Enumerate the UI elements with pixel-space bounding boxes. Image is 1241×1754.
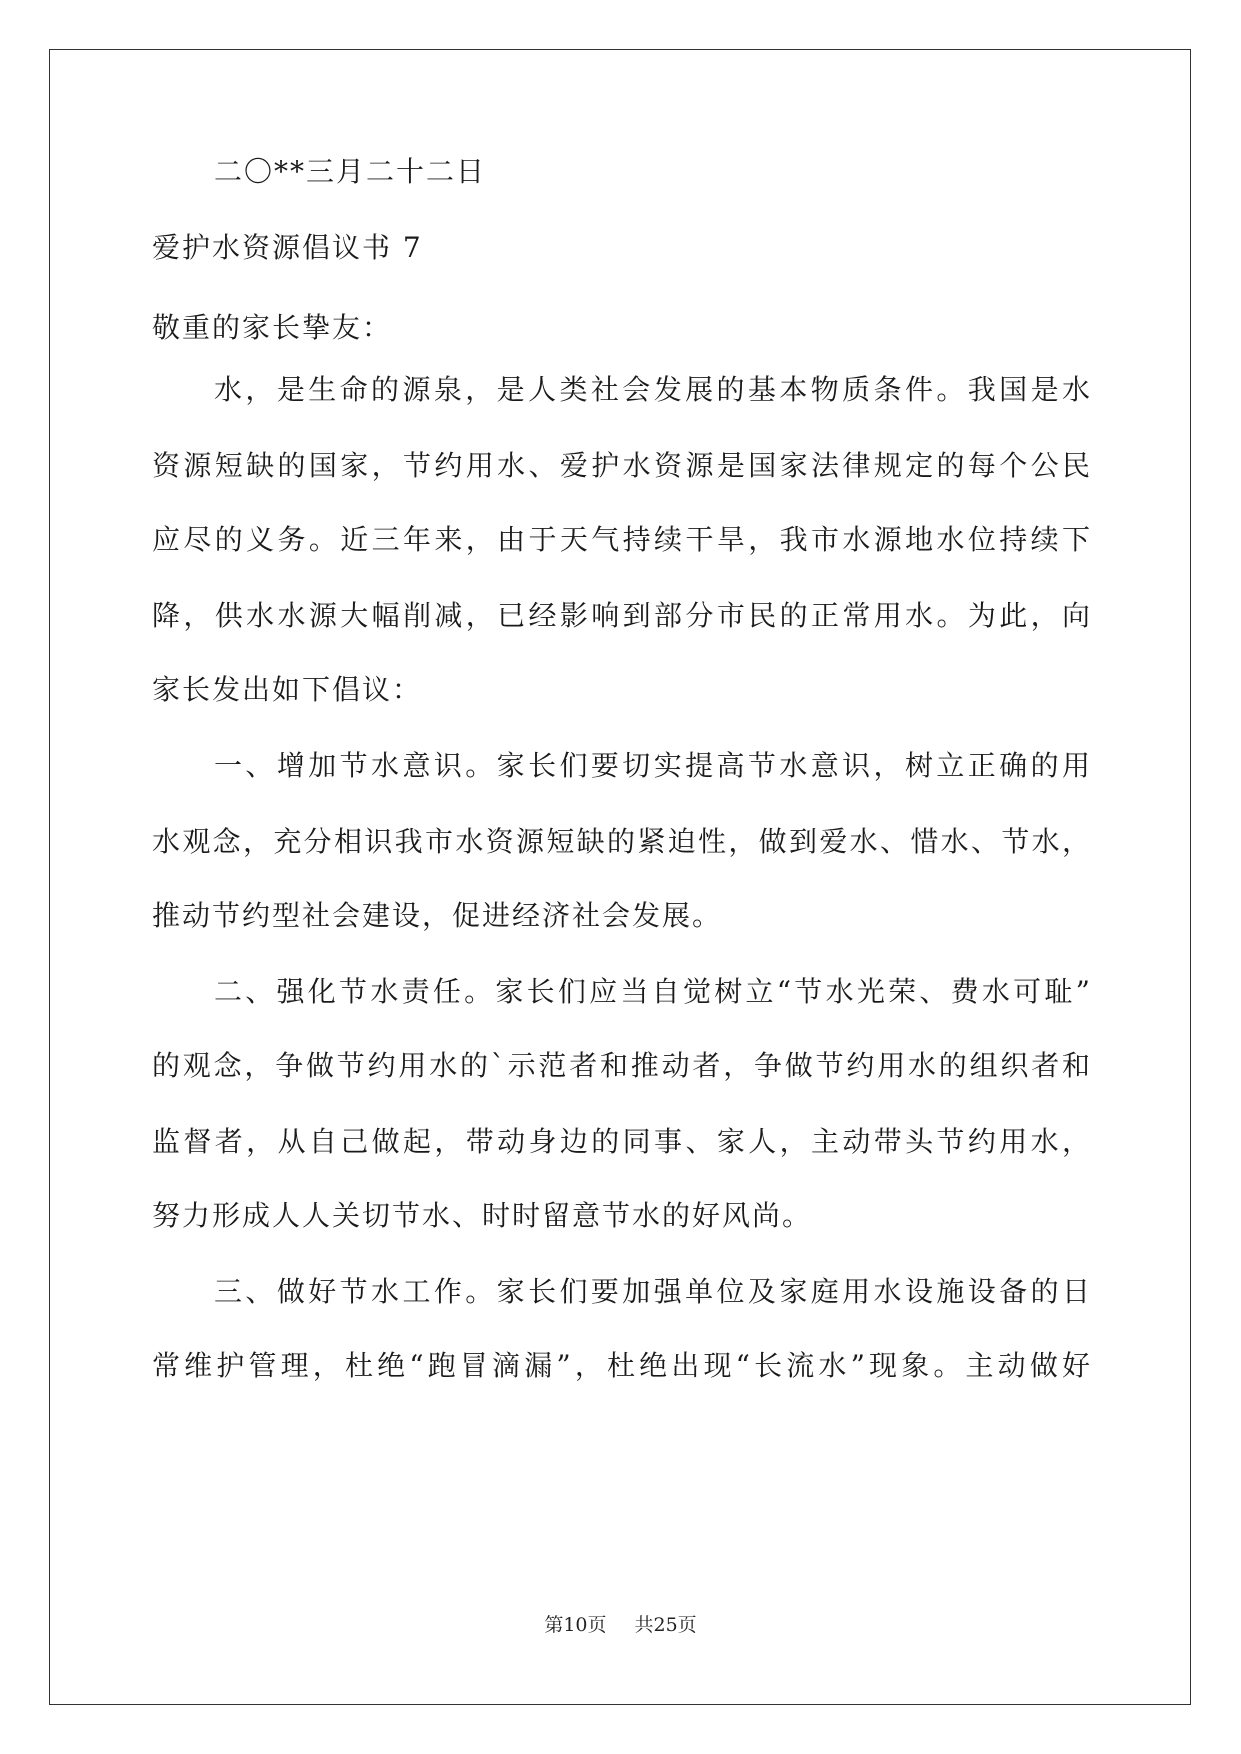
paragraph-2-line-3: 推动节约型社会建设，促进经济社会发展。 xyxy=(152,899,723,932)
current-page-number: 第10页 xyxy=(544,1614,607,1636)
page-footer xyxy=(0,1610,1241,1637)
paragraph-3-line-3: 监督者，从自己做起，带动身边的同事、家人，主动带头节约用水， xyxy=(152,1125,1092,1158)
paragraph-4-line-1: 三、做好节水工作。家长们要加强单位及家庭用水设施设备的日 xyxy=(214,1275,1092,1308)
paragraph-1-line-1: 水，是生命的源泉，是人类社会发展的基本物质条件。我国是水 xyxy=(214,373,1092,406)
paragraph-1-line-3: 应尽的义务。近三年来，由于天气持续干旱，我市水源地水位持续下 xyxy=(152,523,1092,556)
salutation: 敬重的家长挚友： xyxy=(152,311,393,344)
total-page-count: 共25页 xyxy=(634,1614,697,1636)
document-title: 爱护水资源倡议书 7 xyxy=(152,231,423,264)
paragraph-3-line-4: 努力形成人人关切节水、时时留意节水的好风尚。 xyxy=(152,1199,813,1232)
paragraph-2-line-1: 一、增加节水意识。家长们要切实提高节水意识，树立正确的用 xyxy=(214,749,1092,782)
paragraph-1-line-2: 资源短缺的国家，节约用水、爱护水资源是国家法律规定的每个公民 xyxy=(152,449,1092,482)
paragraph-2-line-2: 水观念，充分相识我市水资源短缺的紧迫性，做到爱水、惜水、节水， xyxy=(152,825,1092,858)
paragraph-4-line-2: 常维护管理，杜绝“跑冒滴漏”，杜绝出现“长流水”现象。主动做好 xyxy=(152,1349,1092,1382)
paragraph-1-line-4: 降，供水水源大幅削减，已经影响到部分市民的正常用水。为此，向 xyxy=(152,599,1092,632)
paragraph-1-line-5: 家长发出如下倡议： xyxy=(152,673,423,706)
paragraph-3-line-2: 的观念，争做节约用水的`示范者和推动者，争做节约用水的组织者和 xyxy=(152,1049,1092,1082)
page-border xyxy=(49,49,1191,1705)
paragraph-3-line-1: 二、强化节水责任。家长们应当自觉树立“节水光荣、费水可耻” xyxy=(214,975,1092,1008)
date-line: 二〇**三月二十二日 xyxy=(214,155,487,188)
